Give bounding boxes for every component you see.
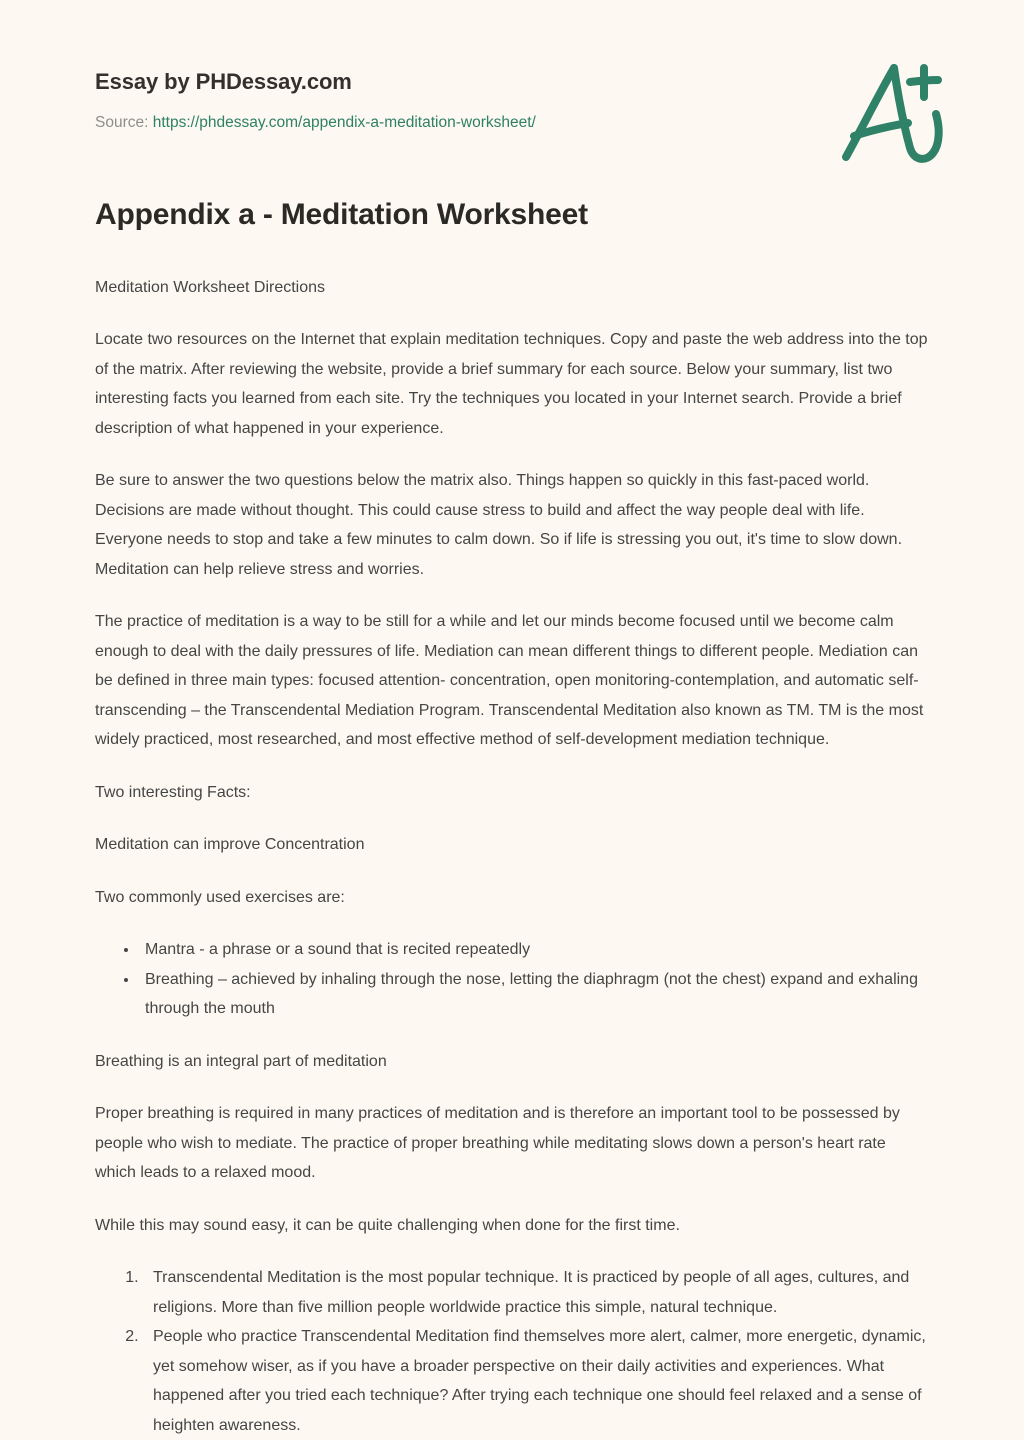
list-item: • Mantra - a phrase or a sound that is recited repeatedly xyxy=(139,935,930,965)
list-item: 1. Transcendental Meditation is the most popular technique. It is practiced by people of all ages, cultures, and religions. More than five million people worldwide practice this simple, natural technique. xyxy=(143,1263,930,1322)
a-plus-logo-icon xyxy=(832,52,952,172)
list-item: • Breathing – achieved by inhaling through the nose, letting the diaphragm (not the chest) expand and exhaling through the mouth xyxy=(139,965,930,1024)
paragraph-practice-of-meditation: The practice of meditation is a way to be still for a while and let our minds become focused until we become calm enough to deal with the daily pressures of life. Mediation can mean different things to different people. Mediation can be defined in three main types: focused attention- concentration, open monitoring-contemplation, and automatic self-transcending – the Transcendental Mediation Program. Transcendental Meditation also known as TM. TM is the most widely practiced, most researched, and most effective method of self-development mediation technique. xyxy=(95,613,924,749)
paragraph-answer-questions: Be sure to answer the two questions below the matrix also. Things happen so quickly in this fast-paced world. Decisions are made without thought. This could cause stress to build and affect the way people deal with life. Everyone needs to stop and take a few minutes to calm down. So if life is stressing you out, it's time to slow down. Meditation can help relieve stress and worries. xyxy=(95,472,903,578)
source-label: Source: xyxy=(95,113,149,131)
source-url-link[interactable]: https://phdessay.com/appendix-a-meditation-worksheet/ xyxy=(152,113,536,131)
paragraph-locate-resources: Locate two resources on the Internet that explain meditation techniques. Copy and paste the web address into the top of the matrix. After reviewing the website, provide a brief summary for each source. Below your summary, list two interesting facts you learned from each site. Try the techniques you located in your Internet search. Provide a brief description of what happened in your experience. xyxy=(95,331,928,437)
paragraph-breathing-integral: Breathing is an integral part of meditation xyxy=(95,1052,387,1070)
paragraph-two-interesting-facts: Two interesting Facts: xyxy=(95,783,251,801)
list-item: 2. People who practice Transcendental Meditation find themselves more alert, calmer, more energetic, dynamic, yet somehow wiser, as if you have a broader perspective on their daily activities and experiences. What happened after you tried each technique? After trying each technique one should feel relaxed and a sense of heighten awareness. xyxy=(143,1322,930,1440)
article-body xyxy=(0,197,1024,1440)
source-line xyxy=(95,113,936,133)
paragraph-proper-breathing: Proper breathing is required in many practices of meditation and is therefore an important tool to be possessed by people who wish to mediate. The practice of proper breathing while meditating slows down a person's heart rate which leads to a relaxed mood. xyxy=(95,1105,900,1182)
exercises-bullet-list xyxy=(95,935,930,1024)
brand-title: Essay by PHDessay.com xyxy=(95,69,352,94)
techniques-numbered-list xyxy=(95,1263,930,1440)
paragraph-common-exercises: Two commonly used exercises are: xyxy=(95,888,345,906)
page-title: Appendix a - Meditation Worksheet xyxy=(95,197,588,231)
paragraph-improve-concentration: Meditation can improve Concentration xyxy=(95,836,365,854)
paragraph-directions-heading: Meditation Worksheet Directions xyxy=(95,278,326,296)
page-header xyxy=(0,0,1024,133)
paragraph-may-sound-easy: While this may sound easy, it can be quite challenging when done for the first time. xyxy=(95,1216,680,1234)
